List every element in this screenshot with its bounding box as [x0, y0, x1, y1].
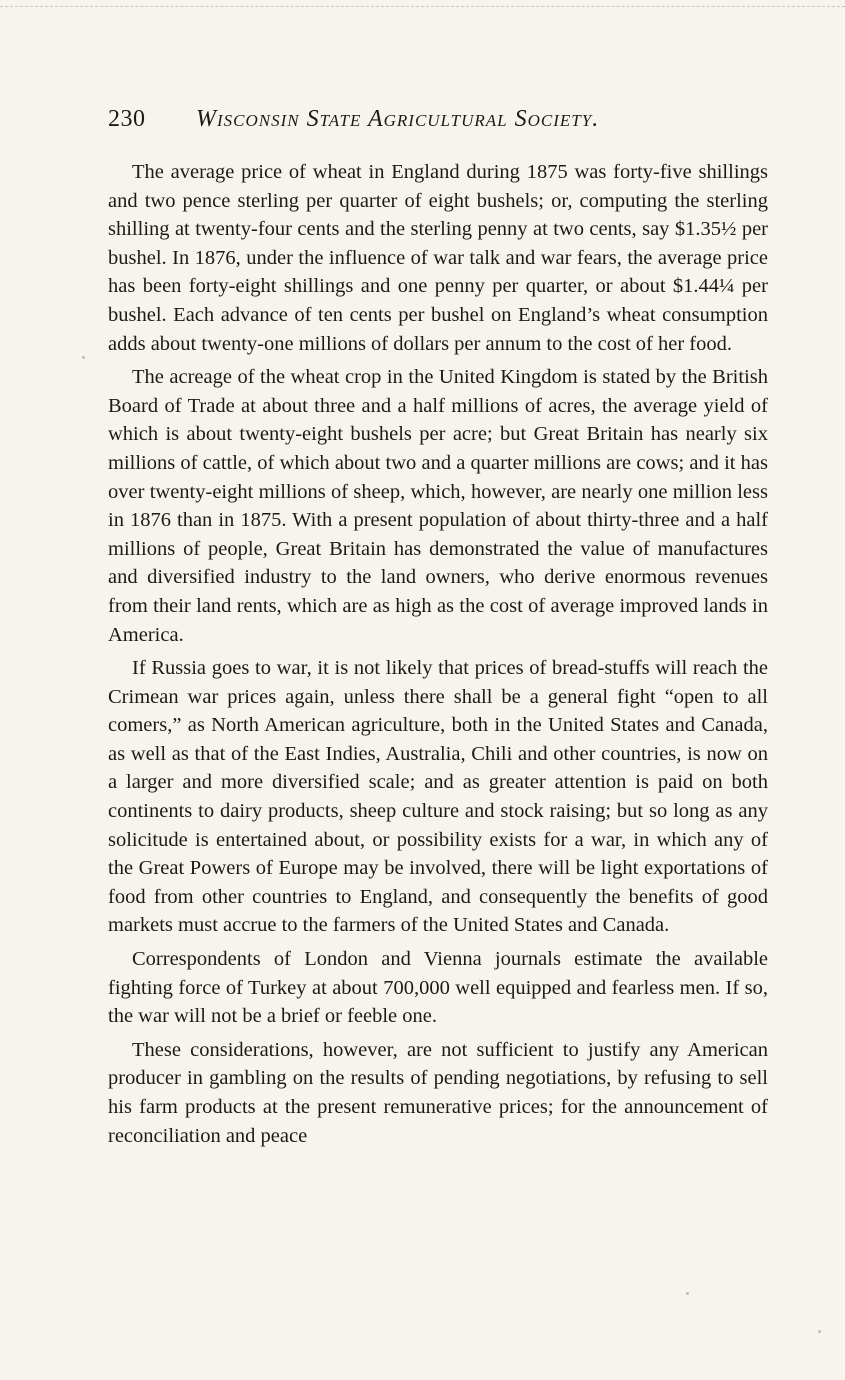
- paragraph-turkey-forces: Correspondents of London and Vienna journals estimate the available fighting force of Turkey at about 700,000 well equipped and fearless men. If so, the war will not be a brief or feeble one.: [108, 948, 768, 1028]
- paragraph-considerations: These considerations, however, are not sufficient to justify any American producer in gambling on the results of pending negotiations, by refusing to sell his farm products at the present remunerative prices; for the announcement of reconciliation and peace: [108, 1038, 768, 1147]
- page-number: 230: [108, 106, 146, 132]
- body-text: [108, 158, 768, 1155]
- running-title: Wisconsin State Agricultural Society.: [196, 106, 600, 132]
- paragraph-wheat-prices: The average price of wheat in England during 1875 was forty-five shillings and two pence sterling per quarter of eight bushels; or, computing the sterling shilling at twenty-four cents and the sterling penny at two cents, say $1.35½ per bushel. In 1876, under the influence of war talk and war fears, the average price has been forty-eight shillings and one penny per quarter, or about $1.44¼ per bushel. Each advance of ten cents per bushel on England’s wheat consumption adds about twenty-one millions of dollars per annum to the cost of her food.: [108, 161, 768, 355]
- paper-speck: [686, 1292, 689, 1295]
- paragraph-acreage: The acreage of the wheat crop in the United Kingdom is stated by the British Board of Trade at about three and a half millions of acres, the average yield of which is about twenty-eight bushels per acre; but Great Britain has nearly six millions of cattle, of which about two and a quarter millions are cows; and it has over twenty-eight millions of sheep, which, however, are nearly one million less in 1876 than in 1875. With a present population of about thirty-three and a half millions of people, Great Britain has demonstrated the value of manufactures and diversified industry to the land owners, who derive enormous revenues from their land rents, which are as high as the cost of average improved lands in America.: [108, 366, 768, 646]
- paragraph-russia-war: If Russia goes to war, it is not likely that prices of bread-stuffs will reach the Crimean war prices again, unless there shall be a general fight “open to all comers,” as North American agriculture, both in the United States and Canada, as well as that of the East Indies, Australia, Chili and other countries, is now on a larger and more diversified scale; and as greater attention is paid on both continents to dairy products, sheep culture and stock raising; but so long as any solicitude is entertained about, or possibility exists for a war, in which any of the Great Powers of Europe may be involved, there will be light exportations of food from other countries to England, and consequently the benefits of good markets must accrue to the farmers of the United States and Canada.: [108, 657, 768, 937]
- paper-speck: [818, 1330, 821, 1333]
- top-edge-rule: [0, 6, 845, 7]
- paper-speck: [82, 356, 85, 359]
- running-head: [108, 102, 728, 136]
